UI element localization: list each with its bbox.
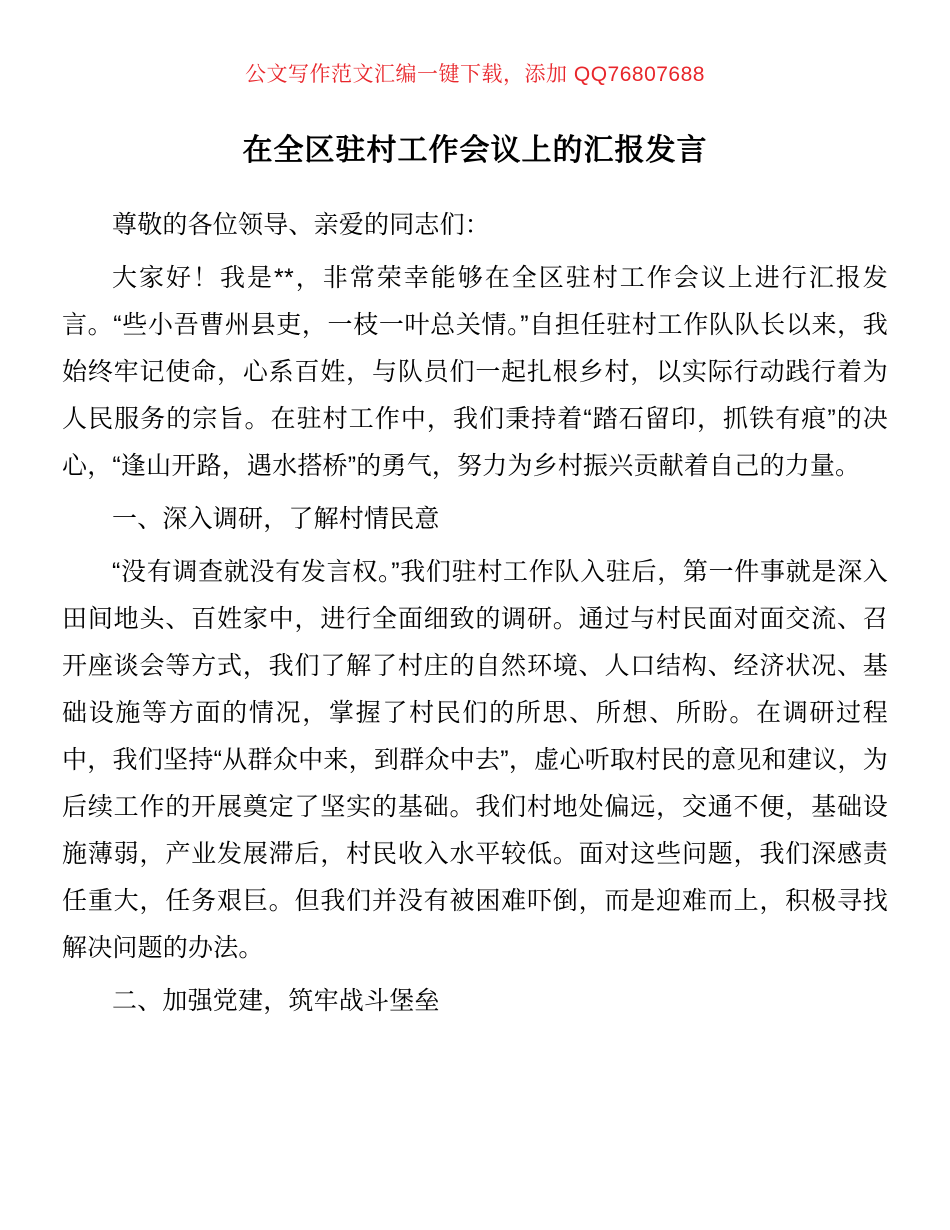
page-title: 在全区驻村工作会议上的汇报发言 [242,134,708,167]
section-two-heading: 二、加强党建，筑牢战斗堡垒 [112,987,440,1015]
watermark-advertisement: 公文写作范文汇编一键下载，添加 QQ76807688 [245,63,705,86]
section-one-paragraph: “没有调查就没有发言权。”我们驻村工作队入驻后，第一件事就是深入田间地头、百姓家中，进行全面细致的调研。通过与村民面对面交流、召开座谈会等方式，我们了解了村庄的自然环境、人口结构、经济状况、基础设施等方面的情况，掌握了村民们的所思、所想、所盼。在调研过程中，我们坚持“从群众中来，到群众中去”，虚心听取村民的意见和建议，为后续工作的开展奠定了坚实的基础。我们村地处偏远，交通不便，基础设施薄弱，产业发展滞后，村民收入水平较低。面对这些问题，我们深感责任重大，任务艰巨。但我们并没有被困难吓倒，而是迎难而上，积极寻找解决问题的办法。 [62,558,888,962]
salutation-paragraph: 尊敬的各位领导、亲爱的同志们： [112,211,491,239]
intro-paragraph: 大家好！我是**，非常荣幸能够在全区驻村工作会议上进行汇报发言。“些小吾曹州县吏，一枝一叶总关情。”自担任驻村工作队队长以来，我始终牢记使命，心系百姓，与队员们一起扎根乡村，以实际行动践行着为人民服务的宗旨。在驻村工作中，我们秉持着“踏石留印，抓铁有痕”的决心，“逢山开路，遇水搭桥”的勇气，努力为乡村振兴贡献着自己的力量。 [62,264,888,480]
document-body [62,202,888,1025]
section-one-heading: 一、深入调研，了解村情民意 [112,505,440,533]
